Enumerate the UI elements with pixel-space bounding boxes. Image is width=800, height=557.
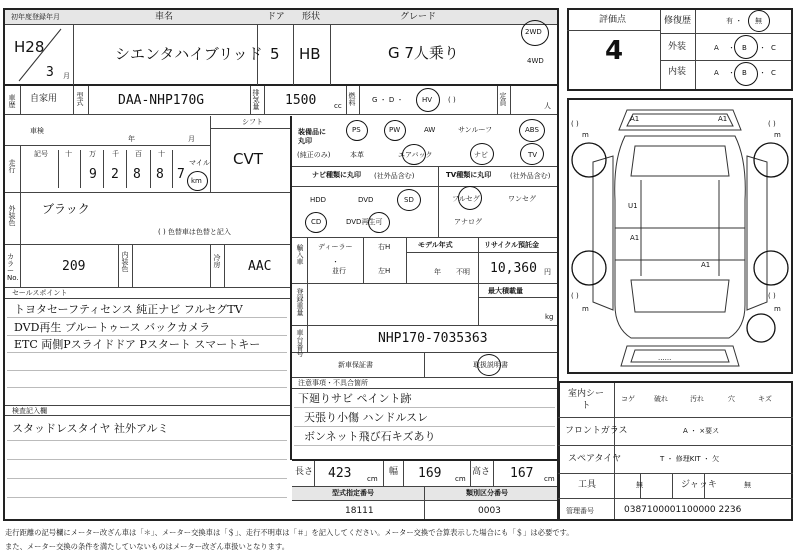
sheet-dirt: 汚れ xyxy=(690,395,704,403)
car-name: シエンタハイブリッド xyxy=(115,45,263,63)
repair-selected: 無 xyxy=(755,17,762,25)
repair-label: 修復歴 xyxy=(664,16,692,26)
control-value: 0387100001100000 2236 xyxy=(624,505,742,515)
tv-fullseg: フルセグ xyxy=(452,195,480,203)
equip-tv: TV xyxy=(528,151,538,159)
import-parallel: ・ 並行 xyxy=(332,258,346,276)
era-year: H28 xyxy=(14,38,45,56)
car-diagram xyxy=(569,100,791,372)
score: 4 xyxy=(605,36,624,66)
sales-points-label: セールスポイント xyxy=(12,289,68,297)
sheet-tear: 破れ xyxy=(654,395,668,403)
height: 167 xyxy=(510,466,534,481)
diagram-mark-front-right: A1 xyxy=(718,115,728,123)
import-dealer: ディーラー xyxy=(318,243,353,251)
max-load-label: 最大積載量 xyxy=(488,287,523,295)
mileage-header-2: 万 xyxy=(89,150,96,158)
tv-analog: アナログ xyxy=(454,218,482,226)
inspector-label: 検査記入欄 xyxy=(12,407,47,415)
reg-year-label: 初年度登録年月 xyxy=(11,13,60,21)
equipment-label: 装備品に丸印 xyxy=(298,128,326,146)
tv-oneseg: ワンセグ xyxy=(508,195,536,203)
month: 3 xyxy=(46,65,54,80)
equip-airbag: エアバック xyxy=(398,151,433,159)
int-b: B xyxy=(742,69,747,77)
diagram-mark-right-mid: A1 xyxy=(701,261,711,269)
recycle-unit: 円 xyxy=(544,268,551,276)
mileage-label: 走行 xyxy=(8,159,16,173)
interior-color-label: 内装色 xyxy=(121,251,129,272)
spare-value: T ・ 修理KIT ・ 欠 xyxy=(660,455,720,463)
mileage-unit: km xyxy=(191,177,202,185)
ext-c: C xyxy=(771,44,776,52)
max-load-unit: kg xyxy=(545,313,554,321)
equip-leather: 本革 xyxy=(350,151,364,159)
ext-sep1: ・ xyxy=(728,44,735,52)
mileage-header-0: 記号 xyxy=(34,150,48,158)
color-no-value: 209 xyxy=(62,259,86,274)
drive-4wd: 4WD xyxy=(527,57,544,65)
mileage-header-3: 千 xyxy=(112,150,119,158)
fuel-paren: ( ) xyxy=(448,96,456,104)
notes-line-1: 天張り小傷 ハンドルスレ xyxy=(304,411,429,424)
recycle-label: リサイクル預託金 xyxy=(484,241,540,249)
sheet-scratch: キズ xyxy=(758,395,772,403)
inspection-label: 車検 xyxy=(30,127,44,135)
control-label: 管理番号 xyxy=(566,507,594,515)
int-a: A xyxy=(714,69,719,77)
ac-label: 冷房 xyxy=(213,254,221,268)
mileage-header-6: マイル xyxy=(189,159,210,167)
diagram-paren-br: ( ) xyxy=(768,292,776,300)
category: 自家用 xyxy=(30,94,58,104)
model-year-year: 年 xyxy=(434,268,441,276)
diagram-m-tr: m xyxy=(774,131,781,139)
shift: CVT xyxy=(233,150,263,168)
mileage-header-4: 百 xyxy=(135,150,142,158)
doors: 5 xyxy=(270,45,280,63)
equip-pw: PW xyxy=(389,126,401,134)
model-year-label: モデル年式 xyxy=(418,241,453,249)
jack-label: ジャッキ xyxy=(681,480,717,490)
windshield-label: フロントガラス xyxy=(565,426,628,436)
chassis-label: 車台番号 xyxy=(296,329,304,357)
sales-line-0: トヨタセーフティセンス 純正ナビ フルセグTV xyxy=(14,303,243,316)
month-unit: 月 xyxy=(63,72,70,80)
diagram-m-bl: m xyxy=(582,305,589,313)
length-unit: cm xyxy=(367,475,378,483)
width: 169 xyxy=(418,466,442,481)
ext-a: A xyxy=(714,44,719,52)
footer-line-2: また、メーター交換の条件を満たしていないものはメーター改ざん車扱いとなります。 xyxy=(5,542,289,551)
fuel-label: 燃料 xyxy=(348,92,356,106)
model: DAA-NHP170G xyxy=(118,93,205,108)
class-label: 類別区分番号 xyxy=(466,489,508,497)
notes-label: 注意事項・不具合箇所 xyxy=(298,379,368,387)
sheet-burn: コゲ xyxy=(621,395,635,403)
nav-dvd: DVD xyxy=(358,196,374,204)
capacity-unit: 人 xyxy=(544,102,551,110)
inspection-year: 年 xyxy=(128,135,135,143)
equip-abs: ABS xyxy=(525,126,539,134)
tv-label: TV種類に丸印 xyxy=(446,171,492,179)
displacement-label: 排気量 xyxy=(252,89,260,110)
mileage-digit-2: 8 xyxy=(133,167,141,182)
diagram-mark-left-mid: A1 xyxy=(630,234,640,242)
int-c: C xyxy=(771,69,776,77)
warranty-manual: 取扱説明書 xyxy=(473,361,508,369)
import-right-h: 右H xyxy=(378,243,391,251)
notes-line-2: ボンネット飛び石キズあり xyxy=(304,430,436,443)
color-label: 外装色 xyxy=(8,205,16,226)
width-unit: cm xyxy=(455,475,466,483)
equip-aw: AW xyxy=(424,126,436,134)
color-note: ( ) 色替車は色替と記入 xyxy=(158,228,231,236)
grade-label: グレード xyxy=(400,12,437,22)
score-label: 評価点 xyxy=(599,15,627,25)
diagram-m-br: m xyxy=(774,305,781,313)
diagram-paren-bl: ( ) xyxy=(571,292,579,300)
spec-value: 18111 xyxy=(345,506,374,516)
nav-sub: (社外品含む) xyxy=(374,172,415,180)
mileage-digit-0: 9 xyxy=(89,167,97,182)
color-value: ブラック xyxy=(42,202,90,216)
drive-2wd: 2WD xyxy=(525,28,542,36)
diagram-dots: ······ xyxy=(658,356,672,364)
chassis-value: NHP170-7035363 xyxy=(378,331,488,346)
class-value: 0003 xyxy=(478,506,501,516)
diagram-mark-front-left: A1 xyxy=(630,115,640,123)
height-label: 高さ xyxy=(472,467,491,477)
equip-sunroof: サンルーフ xyxy=(458,126,493,134)
model-year-unknown: 不明 xyxy=(456,268,470,276)
int-sep1: ・ xyxy=(728,69,735,77)
import-left-h: 左H xyxy=(378,267,391,275)
capacity-label: 定員 xyxy=(499,92,507,106)
cc-unit: cc xyxy=(334,102,342,110)
mileage-header-5: 十 xyxy=(158,150,165,158)
spec-label: 型式指定番号 xyxy=(332,489,374,497)
diagram-m-tl: m xyxy=(582,131,589,139)
category-label: 車歴 xyxy=(8,94,16,108)
mileage-header-1: 十 xyxy=(65,150,72,158)
length-label: 長さ xyxy=(295,467,314,477)
height-unit: cm xyxy=(544,475,555,483)
fuel-options: G ・ D ・ xyxy=(372,96,404,104)
mileage-digit-1: 2 xyxy=(111,167,119,182)
import-label: 輸入車 xyxy=(296,244,304,265)
nav-cd: CD xyxy=(311,218,322,226)
reg-weight-label: 登録重量 xyxy=(296,288,304,316)
sales-line-2: ETC 両側Pスライドドア Pスタート スマートキー xyxy=(14,338,261,351)
grade: G 7人乗り xyxy=(388,44,459,62)
interior-sheet-label: 室内シート xyxy=(567,389,604,411)
nav-dvd-play: DVD再生可 xyxy=(346,218,383,226)
model-label: 型式 xyxy=(76,92,84,106)
spare-label: スペアタイヤ xyxy=(568,454,622,464)
diagram-mark-u1: U1 xyxy=(628,202,638,210)
jack-value: 無 xyxy=(744,481,751,489)
nav-dvd-play-circle xyxy=(368,212,390,233)
ac-value: AAC xyxy=(248,259,272,274)
footer-line-1: 走行距離の記号欄にメーター改ざん車は「＊」、メーター交換車は「＄」、走行不明車は「＃」を記入してください。メーター交換で合算表示した場合にも「＄」は必要です。 xyxy=(5,528,574,537)
width-label: 幅 xyxy=(389,467,399,477)
body-type: HB xyxy=(299,45,321,63)
shift-label: シフト xyxy=(242,118,263,126)
tools-label: 工具 xyxy=(578,480,597,490)
fuel-hv: HV xyxy=(422,96,433,104)
int-sep2: ・ xyxy=(759,69,766,77)
recycle-value: 10,360 xyxy=(490,261,537,276)
warranty-new-car: 新車保証書 xyxy=(338,361,373,369)
displacement: 1500 xyxy=(285,93,317,108)
interior-label: 内装 xyxy=(668,67,687,77)
tools-value: 無 xyxy=(636,481,643,489)
notes-line-0: 下廻りサビ ペイント跡 xyxy=(298,392,412,405)
sheet-hole: 穴 xyxy=(728,395,735,403)
nav-sd: SD xyxy=(404,196,414,204)
equip-navi: ナビ xyxy=(474,151,488,159)
inspector-text: スタッドレスタイヤ 社外アルミ xyxy=(12,422,169,435)
length: 423 xyxy=(328,466,352,481)
color-no-label: カラーNo. xyxy=(7,253,19,282)
body-type-label: 形状 xyxy=(302,12,321,22)
mileage-digit-4: 7 xyxy=(177,167,185,182)
inspection-month: 月 xyxy=(188,135,195,143)
equipment-sublabel: (純正のみ) xyxy=(297,151,331,159)
diagram-paren-tl: ( ) xyxy=(571,120,579,128)
sales-line-1: DVD再生 ブルートゥース バックカメラ xyxy=(14,321,211,334)
windshield-value: A ・ ×要ス xyxy=(683,427,720,435)
diagram-paren-tr: ( ) xyxy=(768,120,776,128)
door-label: ドア xyxy=(267,12,285,22)
car-name-label: 車名 xyxy=(155,12,174,22)
ext-sep2: ・ xyxy=(759,44,766,52)
equip-ps: PS xyxy=(352,126,361,134)
mileage-digit-3: 8 xyxy=(156,167,164,182)
tv-sub: (社外品含む) xyxy=(510,172,551,180)
nav-label: ナビ種類に丸印 xyxy=(312,171,361,179)
repair-options: 有 ・ xyxy=(726,17,743,25)
exterior-label: 外装 xyxy=(668,42,687,52)
nav-hdd: HDD xyxy=(310,196,327,204)
ext-b: B xyxy=(742,44,747,52)
